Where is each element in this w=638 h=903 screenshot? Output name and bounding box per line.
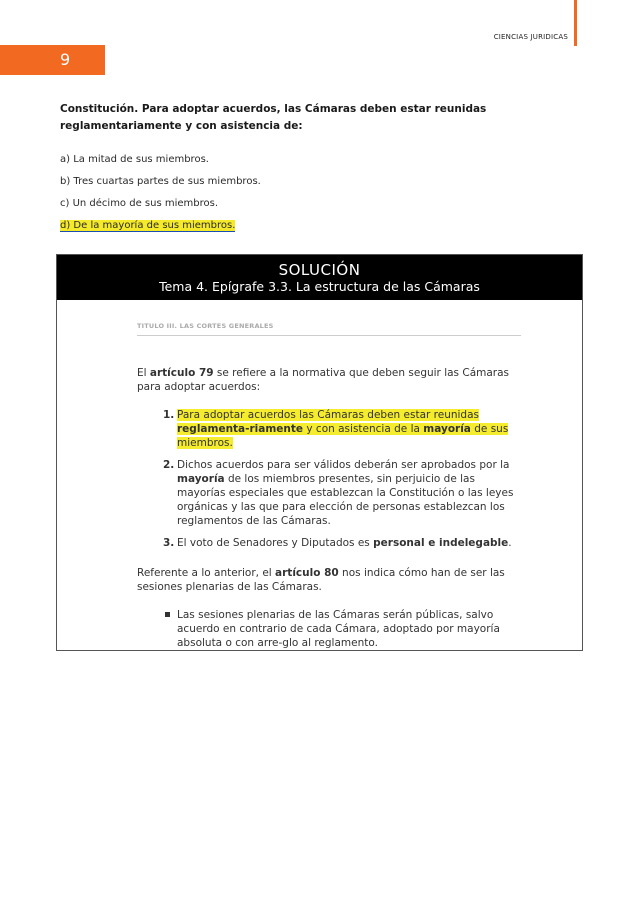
answer-options [60,154,580,242]
list-item: Las sesiones plenarias de las Cámaras serán públicas, salvo acuerdo en contrario de cada Cámara, adoptado por mayoría absoluta o con arre-glo al reglamento. [163,608,521,650]
square-bullet-icon [165,612,170,617]
solution-banner [57,255,582,300]
option-c: c) Un décimo de sus miembros. [60,198,219,209]
option-d-correct: d) De la mayoría de sus miembros. [60,220,236,231]
section-divider [137,335,521,336]
section-label: CIENCIAS JURIDICAS [493,33,568,41]
textbook-excerpt [137,322,521,658]
option-b: b) Tres cuartas partes de sus miembros. [60,176,261,187]
question-text: Constitución. Para adoptar acuerdos, las Cámaras deben estar reunidas reglamentariamente y con asistencia de: [60,103,487,132]
article-79-list [137,408,521,550]
page-number: 9 [0,45,105,75]
excerpt-article-80: Referente a lo anterior, el artículo 80 nos indica cómo han de ser las sesiones plenarias de las Cámaras. [137,567,505,593]
article-80-list [137,608,521,650]
solution-subtitle: Tema 4. Epígrafe 3.3. La estructura de las Cámaras [159,279,480,294]
list-item: 3. El voto de Senadores y Diputados es personal e indelegable. [163,537,512,549]
list-item: 1. Para adoptar acuerdos las Cámaras deben estar reunidas reglamenta-riamente y con asistencia de la mayoría de sus miembros. [163,409,509,449]
header-accent-bar [574,0,577,46]
solution-box [56,254,583,651]
option-a: a) La mitad de sus miembros. [60,154,209,165]
excerpt-section-title: TITULO III. LAS CORTES GENERALES [137,322,274,330]
solution-title: SOLUCIÓN [278,261,361,279]
list-item: 2. Dichos acuerdos para ser válidos deberán ser aprobados por la mayoría de los miembros presentes, sin perjuicio de las mayorías especiales que establezcan la Constitución o las leyes orgánicas y las que para elección de personas establezcan los reglamentos de las Cámaras. [163,459,514,527]
excerpt-intro: El artículo 79 se refiere a la normativa que deben seguir las Cámaras para adoptar acuerdos: [137,367,510,393]
